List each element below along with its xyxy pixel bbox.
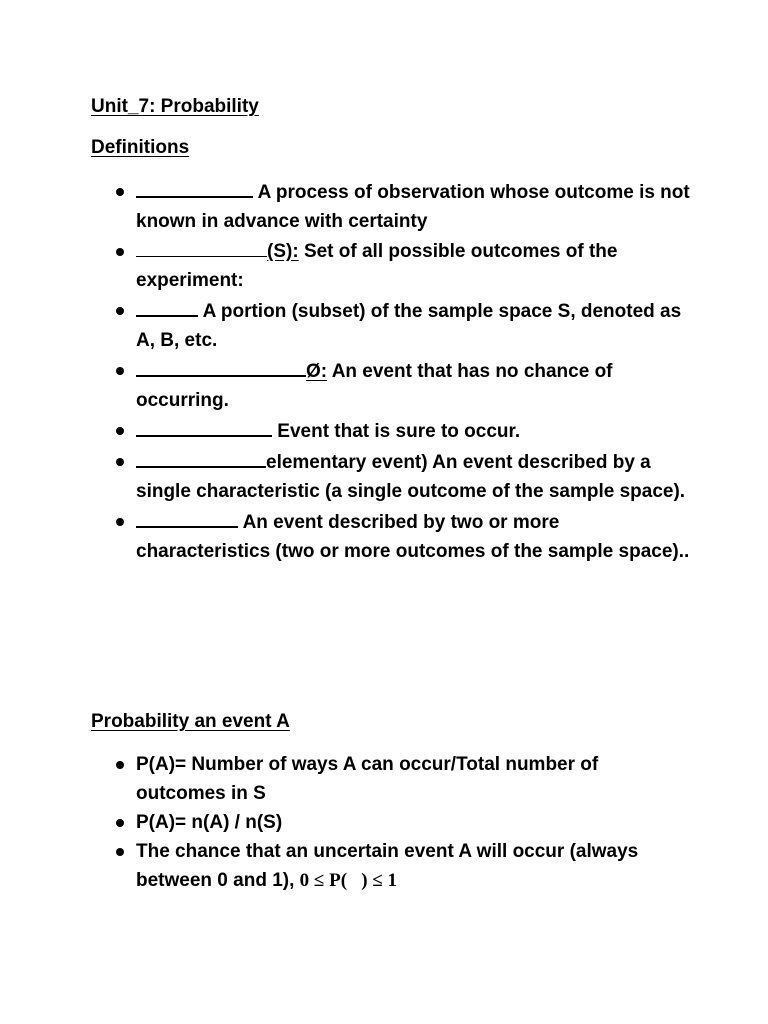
probability-heading: Probability an event A [91, 711, 290, 732]
bullet-icon [116, 848, 124, 856]
definition-term: (S): [267, 241, 299, 262]
bullet-icon [116, 248, 124, 256]
probability-range-formula: 0 ≤ P( ) ≤ 1 [299, 870, 398, 891]
definition-text: Event that is sure to occur. [277, 421, 521, 442]
definition-text: A portion (subset) of the sample space S, denoted as A, B, etc. [136, 301, 682, 351]
definition-item-certain-event [91, 416, 691, 446]
bullet-icon [116, 307, 124, 315]
answer-blank [136, 356, 306, 377]
answer-blank [136, 296, 198, 317]
bullet-icon [116, 458, 124, 466]
chance-text: The chance that an uncertain event A will occur (always between 0 and 1), [136, 841, 639, 891]
definition-item-sample-space [91, 237, 691, 295]
definition-text: An event described by two or more characteristics (two or more outcomes of the sample space).. [136, 512, 690, 562]
probability-item [91, 837, 691, 895]
probability-item [91, 750, 691, 808]
probability-list [91, 750, 691, 895]
answer-blank [136, 237, 267, 257]
answer-blank [136, 416, 272, 437]
probability-text: P(A)= Number of ways A can occur/Total number of outcomes in S [136, 754, 599, 804]
definition-text: Set of all possible outcomes of the experiment: [136, 241, 618, 291]
answer-blank [136, 177, 253, 198]
bullet-icon [116, 427, 124, 435]
bullet-icon [116, 819, 124, 827]
answer-blank [136, 507, 238, 528]
page-title: Unit_7: Probability [91, 96, 259, 117]
answer-blank [136, 447, 266, 468]
probability-text: P(A)= n(A) / n(S) [136, 812, 283, 833]
definitions-list [91, 177, 691, 566]
bullet-icon [116, 761, 124, 769]
definition-term: Ø: [306, 361, 328, 382]
definition-item-simple-event [91, 447, 691, 506]
definition-text: An event that has no chance of occurring. [136, 361, 613, 411]
definition-text: An event described by a single characteristic (a single outcome of the sample space). [136, 452, 686, 502]
bullet-icon [116, 518, 124, 526]
definition-term: elementary event) [266, 452, 428, 473]
definition-item-experiment [91, 177, 691, 236]
definitions-heading: Definitions [91, 137, 190, 158]
definition-item-joint-event [91, 507, 691, 566]
bullet-icon [116, 188, 124, 196]
definition-item-event [91, 296, 691, 355]
definition-text: A process of observation whose outcome is not known in advance with certainty [136, 182, 690, 232]
definition-item-null-event [91, 356, 691, 415]
bullet-icon [116, 367, 124, 375]
probability-item [91, 808, 691, 837]
